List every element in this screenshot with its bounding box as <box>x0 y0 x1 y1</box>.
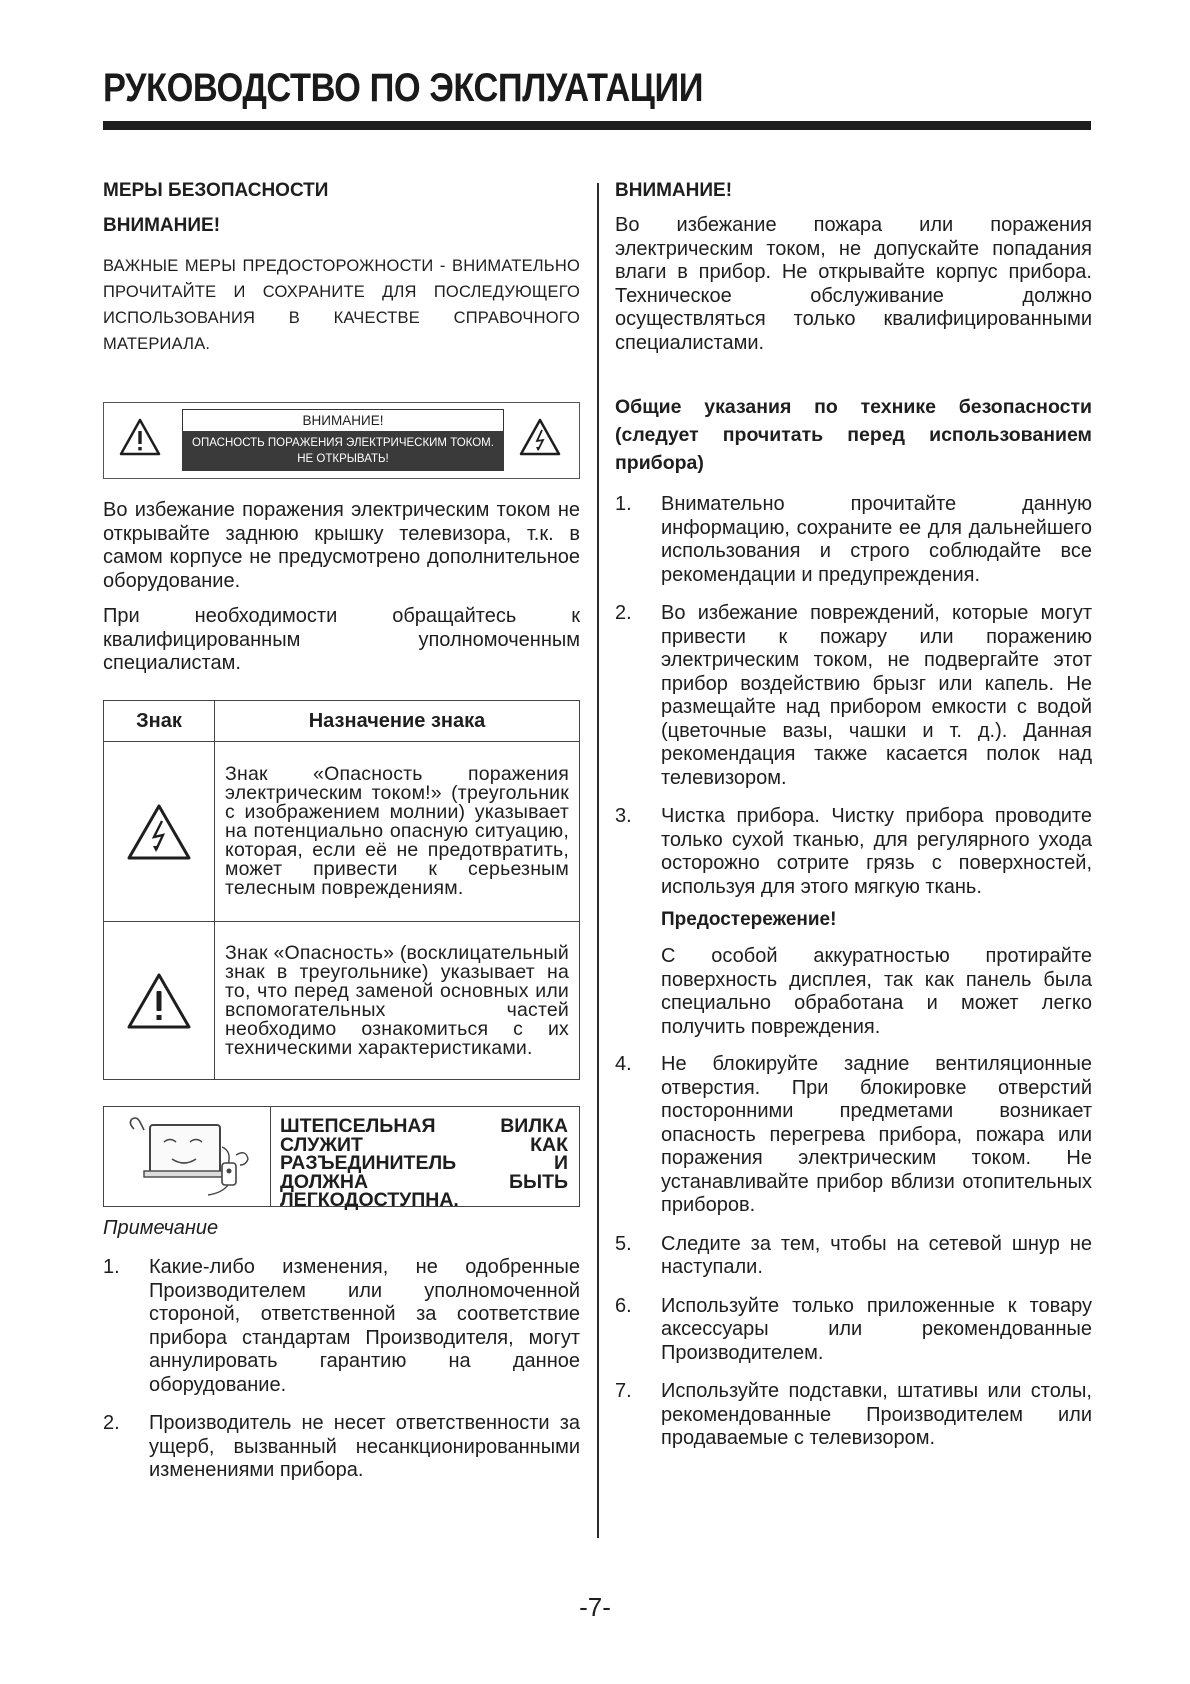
table-header-row <box>104 701 580 742</box>
list-text: Используйте подставки, штативы или столы, рекомендованные Производителем или продаваемые с телевизором. <box>661 1380 1092 1449</box>
sign-cell <box>104 742 215 922</box>
electric-shock-warning-icon <box>126 803 192 861</box>
warning-label-body <box>182 431 504 471</box>
list-number: 1. <box>615 493 632 515</box>
title-underline-bar <box>103 121 1091 130</box>
caution-heading: Предостережение! <box>661 909 837 930</box>
right-attention-text: Во избежание пожара или поражения электрическим током, не допускайте попадания влаги в прибор. Не открывайте корпус прибора. Техническое обслуживание должно осуществляться только квалифицированными специалистами. <box>615 214 1092 354</box>
list-number: 4. <box>615 1053 632 1075</box>
caution-text: С особой аккуратностью протирайте поверхность дисплея, так как панель была специально обработана и может легко получить повреждения. <box>661 945 1092 1038</box>
left-paragraphs <box>103 499 580 676</box>
list-item <box>615 493 1092 587</box>
paragraph-specialists: При необходимости обращайтесь к квалифицированным уполномоченным специалистам. <box>103 605 580 674</box>
list-number: 3. <box>615 805 632 827</box>
safety-list-continued <box>615 1053 1092 1451</box>
list-text: Не блокируйте задние вентиляционные отверстия. При блокировке отверстий посторонними предметами возникает опасность перегрева прибора, пожара или поражения электрическим током. Не устанавливайте прибор вблизи отопительных приборов. <box>661 1053 1092 1216</box>
list-number: 2. <box>615 602 632 624</box>
plug-notice-box <box>103 1106 580 1211</box>
plug-notice-text: ШТЕПСЕЛЬНАЯ ВИЛКА СЛУЖИТ КАК РАЗЪЕДИНИТЕЛЬ И ДОЛЖНА БЫТЬ ЛЕГКОДОСТУПНА. <box>280 1115 568 1211</box>
list-text: Внимательно прочитайте данную информацию, сохраните ее для дальнейшего использования и строго соблюдайте все рекомендации и предупреждения. <box>661 493 1092 586</box>
right-column <box>615 180 1092 1466</box>
page-number: -7- <box>579 1592 611 1622</box>
safety-list <box>615 493 1092 899</box>
list-number: 1. <box>103 1256 120 1278</box>
table-row <box>104 922 580 1080</box>
attention-heading: ВНИМАНИЕ! <box>103 215 221 236</box>
exclamation-triangle-icon <box>118 417 162 457</box>
table-header-meaning: Назначение знака <box>215 701 580 742</box>
notes-list <box>103 1256 580 1483</box>
list-text: Используйте только приложенные к товару аксессуары или рекомендованные Производителем. <box>661 1294 1092 1364</box>
table-header-sign: Знак <box>104 701 215 742</box>
list-number: 2. <box>103 1412 120 1434</box>
left-column-intro <box>103 180 580 357</box>
notes-list-wrap <box>103 1256 580 1498</box>
list-number: 6. <box>615 1294 632 1317</box>
list-item <box>103 1256 580 1397</box>
list-item <box>615 1233 1092 1280</box>
lightning-triangle-icon <box>518 417 562 457</box>
sign-cell <box>104 922 215 1080</box>
paragraph-shock: Во избежание поражения электрическим током не открывайте заднюю крышку телевизора, т.к. в самом корпусе не предусмотрено дополнительное оборудование. <box>103 499 580 592</box>
signs-table <box>103 700 580 1080</box>
column-divider <box>597 183 599 1538</box>
warning-label-line1: ОПАСНОСТЬ ПОРАЖЕНИЯ ЭЛЕКТРИЧЕСКИМ ТОКОМ. <box>192 437 494 449</box>
list-item <box>615 602 1092 790</box>
table-row <box>104 742 580 922</box>
warning-label-title: ВНИМАНИЕ! <box>182 409 504 431</box>
warning-label-line2: НЕ ОТКРЫВАТЬ! <box>297 453 389 465</box>
list-item <box>615 1380 1092 1451</box>
list-item <box>615 1295 1092 1366</box>
list-item <box>103 1412 580 1483</box>
list-number: 7. <box>615 1380 632 1402</box>
list-text: Во избежание повреждений, которые могут привести к пожару или поражению электрическим током, не подвергайте этот прибор воздействию брызг или капель. Не размещайте над прибором емкости с водой (цветочные вазы, чашки и т. д.). Данная рекомендация также касается полок над телевизором. <box>661 602 1092 789</box>
tv-with-plug-icon <box>104 1107 270 1206</box>
caps-warning-text: ВАЖНЫЕ МЕРЫ ПРЕДОСТОРОЖНОСТИ - ВНИМАТЕЛЬНО ПРОЧИТАЙТЕ И СОХРАНИТЕ ДЛЯ ПОСЛЕДУЮЩЕГО ИСПОЛЬЗОВАНИЯ В КАЧЕСТВЕ СПРАВОЧНОГО МАТЕРИАЛА. <box>103 257 580 353</box>
warning-label <box>182 409 504 472</box>
list-text: Следите за тем, чтобы на сетевой шнур не наступали. <box>661 1232 1092 1278</box>
list-text: Чистка прибора. Чистку прибора проводите только сухой тканью, для регулярного ухода осторожно сотрите грязь с поверхностей, используя для этого мягкую ткань. <box>661 805 1092 898</box>
list-number: 5. <box>615 1232 632 1255</box>
list-text: Какие-либо изменения, не одобренные Производителем или уполномоченной стороной, ответственной за соответствие прибора стандартам Производителя, могут аннулировать гарантию на данное оборудование. <box>149 1256 580 1396</box>
list-text: Производитель не несет ответственности за ущерб, вызванный несанкционированными изменениями прибора. <box>149 1412 580 1481</box>
sign-description: Знак «Опасность» (восклицательный знак в треугольнике) указывает на то, что перед заменой основных или вспомогательных частей необходимо ознакомиться с их техническими характеристиками. <box>215 922 580 1080</box>
tv-plug-illustration <box>104 1107 271 1206</box>
page-title: РУКОВОДСТВО ПО ЭКСПЛУАТАЦИИ <box>103 66 704 110</box>
warning-label-box <box>103 402 580 479</box>
note-title: Примечание <box>103 1217 219 1239</box>
exclamation-warning-icon <box>126 972 192 1030</box>
list-item <box>615 805 1092 899</box>
section-title: МЕРЫ БЕЗОПАСНОСТИ <box>103 180 329 201</box>
right-attention-heading: ВНИМАНИЕ! <box>615 180 733 201</box>
general-safety-heading: Общие указания по технике безопасности (следует прочитать перед использованием прибора) <box>615 396 1092 474</box>
list-item <box>615 1053 1092 1218</box>
sign-description: Знак «Опасность поражения электрическим током!» (треугольник с изображением молнии) указывает на потенциально опасную ситуацию, которая, если её не предотвратить, может привести к серьезным телесным повреждениям. <box>215 742 580 922</box>
